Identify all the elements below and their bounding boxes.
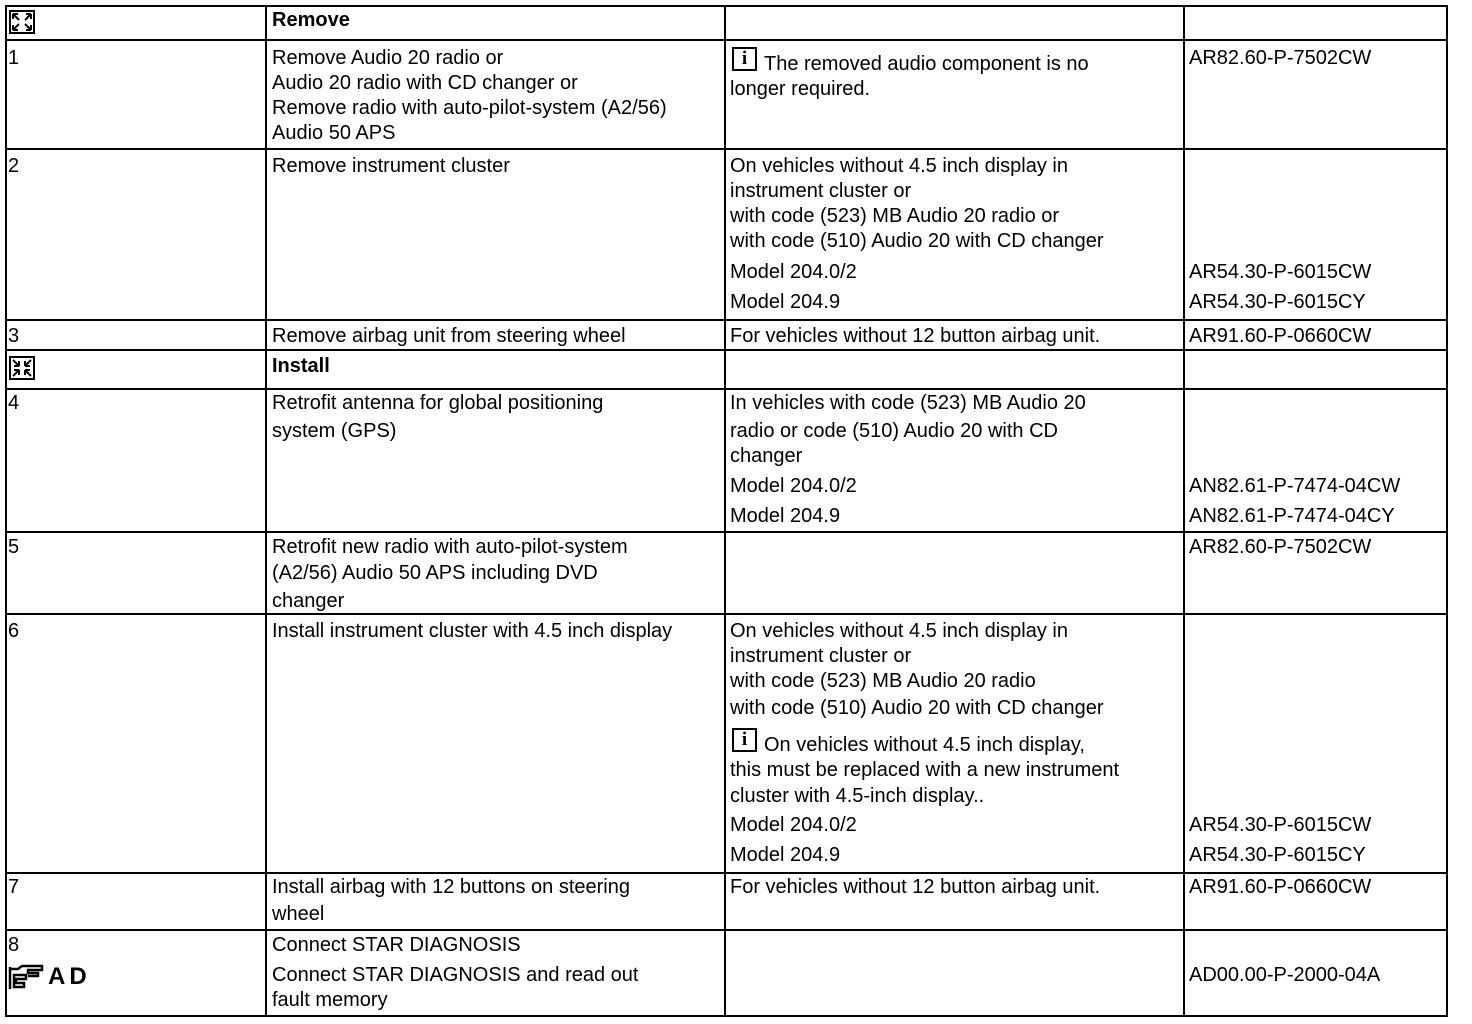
table-border [5,1015,1448,1017]
info-text: On vehicles without 4.5 inch display, [764,734,1085,756]
reference-code: AN82.61-P-7474-04CW [1189,475,1401,497]
step-number: 7 [8,876,20,898]
table-border [5,5,1448,7]
expand-arrows-icon [9,10,35,34]
info-box-icon: i [732,728,757,752]
pointing-hand-icon [8,963,46,991]
note-text: instrument cluster or [730,645,912,667]
action-text: (A2/56) Audio 50 APS including DVD [272,562,598,584]
action-text: system (GPS) [272,420,397,442]
column-divider [724,5,726,1017]
info-text: this must be replaced with a new instrument [730,759,1120,781]
action-text: Connect STAR DIAGNOSIS [272,934,521,956]
action-text: Remove radio with auto-pilot-system (A2/56) [272,97,667,119]
action-text: Install instrument cluster with 4.5 inch display [272,620,673,642]
note-text: radio or code (510) Audio 20 with CD [730,420,1058,442]
row-divider [5,349,1448,351]
note-text: changer [730,445,803,467]
model-label: Model 204.9 [730,844,841,866]
ad-badge: AD [48,963,91,990]
note-text: For vehicles without 12 button airbag unit. [730,876,1101,898]
reference-code: AR91.60-P-0660CW [1189,325,1372,347]
note-text: On vehicles without 4.5 inch display in [730,155,1068,177]
row-divider [5,39,1448,41]
action-text: changer [272,590,345,612]
note-text: For vehicles without 12 button airbag unit. [730,325,1101,347]
reference-code: AN82.61-P-7474-04CY [1189,505,1395,527]
action-text: Remove airbag unit from steering wheel [272,325,626,347]
info-text: cluster with 4.5-inch display.. [730,785,985,807]
note-text: In vehicles with code (523) MB Audio 20 [730,392,1086,414]
row-divider [5,613,1448,615]
row-divider [5,531,1448,533]
reference-code: AR82.60-P-7502CW [1189,536,1372,558]
model-label: Model 204.9 [730,505,841,527]
note-text: On vehicles without 4.5 inch display in [730,620,1068,642]
column-divider [1183,5,1185,1017]
reference-code: AR54.30-P-6015CY [1189,291,1366,313]
step-number: 3 [8,325,20,347]
reference-code: AR54.30-P-6015CW [1189,261,1372,283]
row-divider [5,929,1448,931]
row-divider [5,872,1448,874]
step-number: 5 [8,536,20,558]
row-divider [5,148,1448,150]
reference-code: AR91.60-P-0660CW [1189,876,1372,898]
action-text: Remove instrument cluster [272,155,510,177]
note-text: with code (510) Audio 20 with CD changer [730,697,1104,719]
reference-code: AR54.30-P-6015CW [1189,814,1372,836]
action-text: Install airbag with 12 buttons on steering [272,876,630,898]
model-label: Model 204.9 [730,291,841,313]
reference-code: AR82.60-P-7502CW [1189,47,1372,69]
note-text: The removed audio component is no [764,53,1089,75]
note-text: with code (523) MB Audio 20 radio [730,670,1036,692]
table-border [1446,5,1448,1017]
action-text: Retrofit antenna for global positioning [272,392,604,414]
note-text: with code (523) MB Audio 20 radio or [730,205,1060,227]
action-text: Retrofit new radio with auto-pilot-system [272,536,628,558]
table-border [5,5,7,1017]
model-label: Model 204.0/2 [730,475,857,497]
section-title: Remove [272,9,350,31]
step-number: 4 [8,392,20,414]
row-divider [5,319,1448,321]
column-divider [265,5,267,1017]
note-text: with code (510) Audio 20 with CD changer [730,230,1104,252]
model-label: Model 204.0/2 [730,261,857,283]
section-title: Install [272,355,330,377]
step-number: 6 [8,620,20,642]
row-divider [5,388,1448,390]
step-number: 8 [8,934,20,956]
action-text: Audio 20 radio with CD changer or [272,72,578,94]
action-text: Audio 50 APS [272,122,396,144]
step-number: 2 [8,155,20,177]
action-text: fault memory [272,989,388,1011]
action-text: Remove Audio 20 radio or [272,47,504,69]
action-text: wheel [272,903,325,925]
note-text: longer required. [730,78,871,100]
info-box-icon: i [732,47,757,71]
model-label: Model 204.0/2 [730,814,857,836]
reference-code: AR54.30-P-6015CY [1189,844,1366,866]
note-text: instrument cluster or [730,180,912,202]
reference-code: AD00.00-P-2000-04A [1189,964,1381,986]
action-text: Connect STAR DIAGNOSIS and read out [272,964,639,986]
step-number: 1 [8,47,20,69]
collapse-arrows-icon [9,356,35,380]
